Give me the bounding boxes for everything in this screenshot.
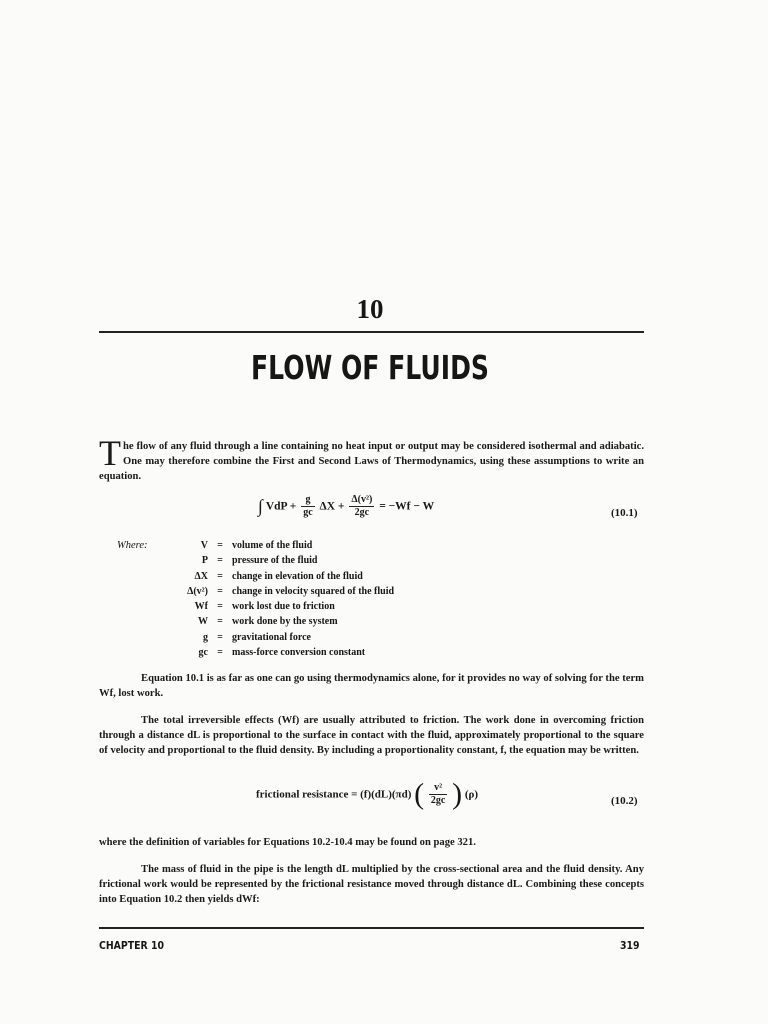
variable-row — [160, 630, 394, 645]
variable-row — [160, 599, 394, 614]
variable-equals: = — [217, 631, 223, 643]
footer-chapter: CHAPTER 10 — [99, 939, 165, 952]
equation-10-1 — [258, 494, 434, 519]
variable-description: change in velocity squared of the fluid — [232, 585, 395, 597]
variable-row — [160, 645, 394, 660]
paragraph-4: The mass of fluid in the pipe is the length dL multiplied by the cross-sectional area and the fluid density. Any frictional work would be represented by the frictional resistance moved through distance dL. Combining these concepts into Equation 10.2 then yields dWf: — [99, 864, 644, 906]
variable-symbol: Wf — [194, 601, 208, 613]
integral-sign: ∫ — [258, 496, 263, 516]
variable-description: change in elevation of the fluid — [232, 570, 363, 582]
eq1-fraction-2 — [349, 494, 374, 519]
variable-equals: = — [217, 585, 223, 597]
variable-description: volume of the fluid — [232, 540, 313, 551]
chapter-rule — [99, 331, 644, 333]
variable-equals: = — [217, 555, 223, 567]
footer-rule — [99, 927, 644, 929]
equation-10-2 — [256, 777, 479, 811]
variable-row — [160, 584, 394, 599]
variable-equals: = — [217, 601, 223, 613]
variable-list — [160, 538, 394, 660]
page-number: 319 — [620, 939, 640, 952]
eq1-lhs-start: VdP + — [265, 500, 297, 513]
equation-10-1-number: (10.1) — [611, 507, 638, 519]
eq1-frac1-numerator: g — [301, 494, 314, 507]
eq2-close-paren: ) — [452, 777, 463, 811]
eq2-tail: (ρ) — [464, 788, 479, 801]
paragraph-3: where the definition of variables for Equations 10.2-10.4 may be found on page 321. — [99, 837, 476, 848]
variable-description: pressure of the fluid — [232, 555, 318, 567]
variable-symbol: P — [201, 555, 208, 567]
equation-10-2-number: (10.2) — [611, 795, 638, 807]
variable-symbol: V — [200, 540, 208, 551]
eq1-frac2-denominator: 2gc — [354, 507, 370, 518]
eq2-frac-denominator: 2gc — [430, 795, 446, 806]
variable-symbol: ΔX — [194, 570, 208, 582]
eq1-rhs: = −Wf − W — [379, 500, 435, 513]
variable-description: mass-force conversion constant — [232, 647, 366, 659]
paragraph-1: Equation 10.1 is as far as one can go using thermodynamics alone, for it provides no way of solving for the term Wf, lost work. — [99, 673, 644, 700]
eq2-frac-numerator: v² — [429, 782, 447, 795]
eq1-fraction-1 — [301, 494, 314, 519]
variable-equals: = — [217, 570, 223, 582]
drop-cap: T — [99, 433, 121, 473]
eq2-open-paren: ( — [414, 777, 425, 811]
chapter-title: FLOW OF FLUIDS — [251, 348, 489, 387]
intro-text: he flow of any fluid through a line containing no heat input or output may be considered isothermal and adiabatic. One may therefore combine the First and Second Laws of Thermodynamics, using these assumptions to write an equation. — [99, 441, 644, 483]
variable-equals: = — [217, 616, 223, 628]
eq1-frac2-numerator: Δ(v²) — [351, 494, 373, 505]
where-label: Where: — [117, 540, 148, 551]
eq1-frac1-denominator: gc — [303, 507, 313, 518]
eq2-fraction — [429, 782, 447, 807]
variable-symbol: W — [198, 616, 208, 628]
variable-symbol: g — [203, 631, 208, 643]
variable-row — [160, 569, 394, 584]
variable-symbol: Δ(v²) — [187, 585, 208, 597]
variable-equals: = — [217, 540, 223, 551]
eq2-lhs: frictional resistance = (f)(dL)(πd) — [256, 788, 412, 801]
variable-description: work lost due to friction — [232, 601, 335, 613]
variable-row — [160, 538, 394, 553]
intro-paragraph — [99, 433, 644, 485]
variable-row — [160, 553, 394, 568]
variable-description: gravitational force — [232, 631, 311, 643]
variable-symbol: gc — [198, 647, 208, 659]
chapter-number: 10 — [356, 294, 384, 324]
eq1-mid: ΔX + — [319, 500, 345, 513]
variable-description: work done by the system — [232, 616, 338, 628]
variable-row — [160, 614, 394, 629]
paragraph-2: The total irreversible effects (Wf) are usually attributed to friction. The work done in overcoming friction through a distance dL is proportional to the surface in contact with the fluid, approximately proportional to the square of velocity and proportional to the fluid density. By including a proportionality constant, f, the equation may be written. — [99, 715, 644, 757]
variable-equals: = — [217, 647, 223, 659]
